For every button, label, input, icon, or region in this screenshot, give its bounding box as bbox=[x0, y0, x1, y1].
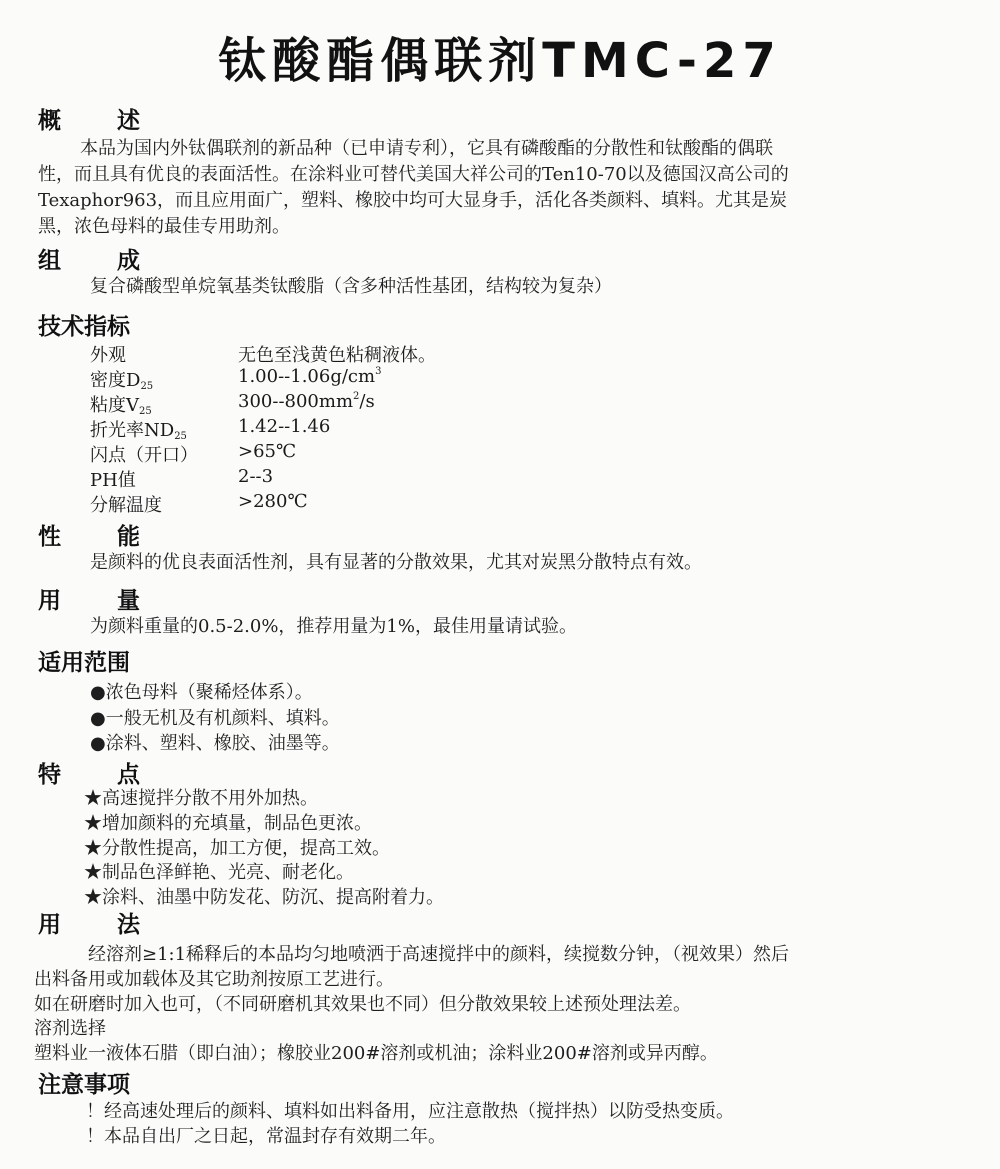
notes-heading: 注意事项 bbox=[38, 1072, 130, 1098]
overview-line: 性，而且具有优良的表面活性。在涂料业可替代美国大祥公司的Ten10-70以及德国汉高公司的 bbox=[38, 164, 789, 185]
feature-item: ★增加颜料的充填量，制品色更浓。 bbox=[84, 813, 372, 834]
composition-text: 复合磷酸型单烷氧基类钛酸脂（含多种活性基团，结构较为复杂） bbox=[90, 276, 612, 297]
overview-heading: 概 述 bbox=[38, 108, 165, 134]
composition-heading: 组 成 bbox=[38, 248, 165, 274]
scope-item: ●一般无机及有机颜料、填料。 bbox=[90, 708, 340, 729]
overview-line: Texaphor963，而且应用面广，塑料、橡胶中均可大显身手，活化各类颜料、填料。尤其是炭 bbox=[38, 190, 788, 211]
feature-item: ★制品色泽鲜艳、光亮、耐老化。 bbox=[84, 862, 354, 883]
feature-item: ★涂料、油墨中防发花、防沉、提高附着力。 bbox=[84, 887, 444, 908]
features-heading: 特 点 bbox=[38, 762, 165, 788]
spec-value: 2--3 bbox=[238, 466, 274, 487]
usage-line: 塑料业一液体石腊（即白油）；橡胶业200#溶剂或机油；涂料业200#溶剂或异丙醇。 bbox=[34, 1043, 718, 1064]
performance-heading: 性 能 bbox=[38, 524, 165, 550]
spec-value: >65℃ bbox=[238, 441, 297, 462]
spec-label: 闪点（开口） bbox=[90, 445, 198, 466]
scope-item: ●涂料、塑料、橡胶、油墨等。 bbox=[90, 733, 340, 754]
usage-line: 如在研磨时加入也可，（不同研磨机其效果也不同）但分散效果较上述预处理法差。 bbox=[34, 994, 691, 1015]
spec-value: 1.42--1.46 bbox=[238, 416, 331, 437]
overview-line: 黑，浓色母料的最佳专用助剂。 bbox=[38, 216, 290, 237]
spec-value: $1.00--1.06g/cm^3$ bbox=[238, 366, 382, 387]
note-item: ！本品自出厂之日起，常温封存有效期二年。 bbox=[86, 1126, 446, 1147]
scope-heading: 适用范围 bbox=[38, 650, 130, 676]
usage-heading: 用 法 bbox=[38, 912, 165, 938]
dosage-text: 为颜料重量的0.5-2.0%，推荐用量为1%，最佳用量请试验。 bbox=[90, 616, 577, 637]
note-item: ！经高速处理后的颜料、填料如出料备用，应注意散热（搅拌热）以防受热变质。 bbox=[86, 1101, 734, 1122]
spec-label: 折光率$ND_{25}$ bbox=[90, 420, 187, 442]
spec-label: 密度$D_{25}$ bbox=[90, 370, 154, 392]
usage-line: 溶剂选择 bbox=[34, 1018, 106, 1039]
spec-label: 粘度$V_{25}$ bbox=[90, 395, 152, 417]
specs-heading: 技术指标 bbox=[38, 314, 130, 340]
feature-item: ★分散性提高，加工方便，提高工效。 bbox=[84, 838, 390, 859]
spec-label: PH值 bbox=[90, 470, 136, 491]
dosage-heading: 用 量 bbox=[38, 588, 165, 614]
document-title: 钛酸酯偶联剂TMC-27 bbox=[218, 33, 782, 89]
performance-text: 是颜料的优良表面活性剂，具有显著的分散效果，尤其对炭黑分散特点有效。 bbox=[90, 552, 702, 573]
spec-value: >280℃ bbox=[238, 491, 308, 512]
usage-line: 出料备用或加载体及其它助剂按原工艺进行。 bbox=[34, 969, 394, 990]
scope-item: ●浓色母料（聚稀烃体系）。 bbox=[90, 682, 313, 703]
spec-value: 无色至浅黄色粘稠液体。 bbox=[238, 345, 436, 366]
spec-label: 分解温度 bbox=[90, 495, 162, 516]
overview-line: 本品为国内外钛偶联剂的新品种（已申请专利），它具有磷酸酯的分散性和钛酸酯的偶联 bbox=[80, 138, 773, 159]
usage-line: 经溶剂≥1:1稀释后的本品均匀地喷洒于高速搅拌中的颜料，续搅数分钟，（视效果）然后 bbox=[88, 944, 790, 965]
feature-item: ★高速搅拌分散不用外加热。 bbox=[84, 788, 318, 809]
spec-label: 外观 bbox=[90, 345, 126, 366]
spec-value: $300--800mm^2/s$ bbox=[238, 391, 375, 412]
